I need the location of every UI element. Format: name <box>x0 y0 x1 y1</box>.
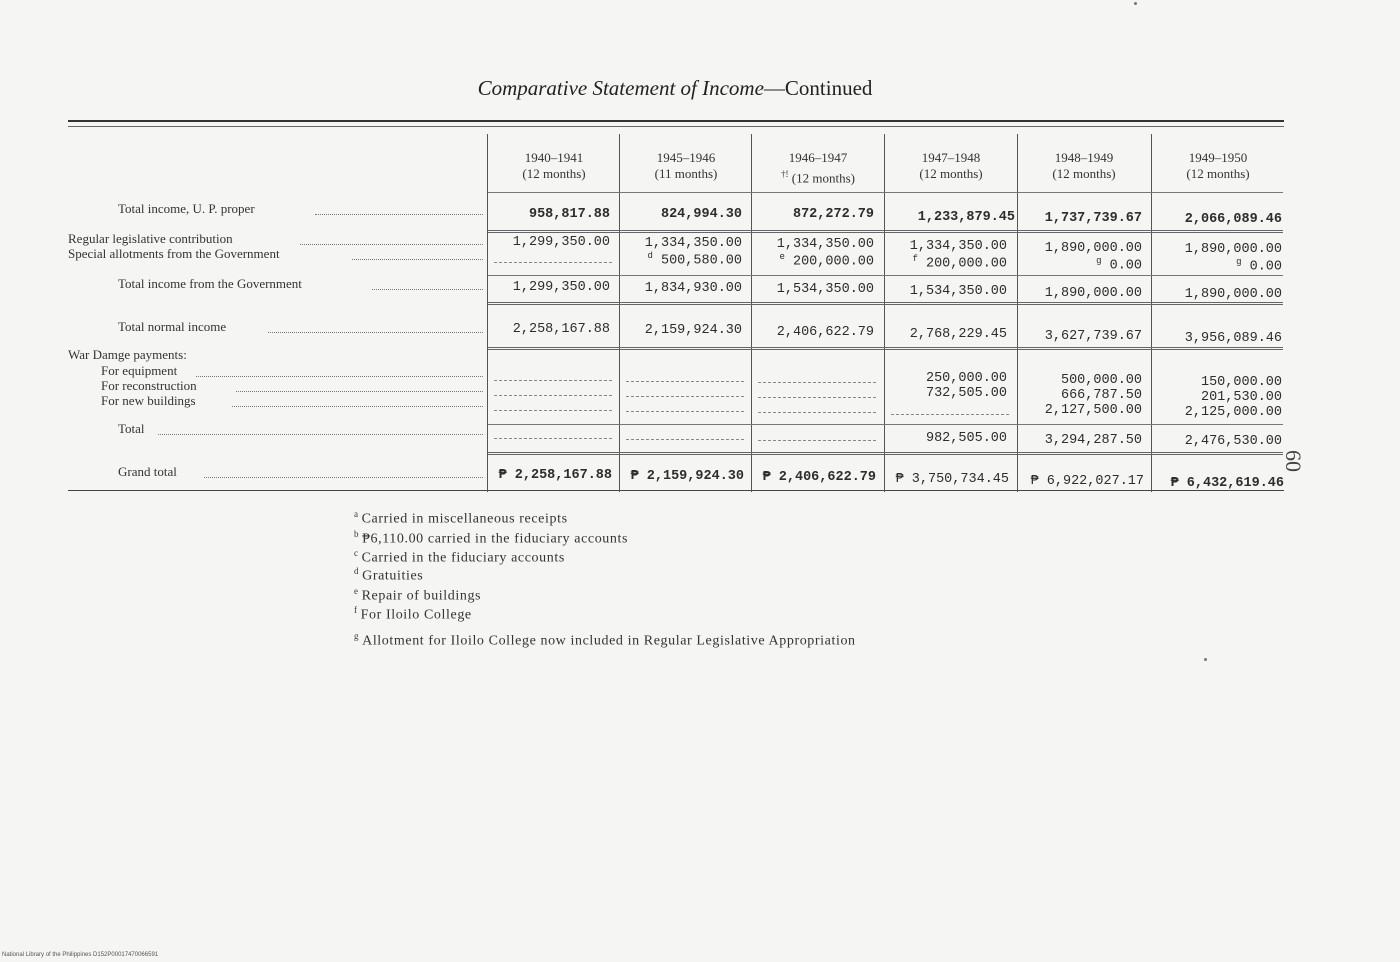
column-divider <box>751 134 752 492</box>
cell-total-income-up: 824,994.30 <box>660 207 742 222</box>
cell-total-income-up: 2,066,089.46 <box>1184 212 1282 227</box>
header-period: 1948–1949 <box>1054 150 1114 165</box>
header-period: 1949–1950 <box>1188 150 1248 165</box>
footnote-mark: f <box>354 605 358 615</box>
empty-cell-dashes <box>626 439 744 440</box>
footnote-mark: a <box>354 509 359 519</box>
header-span: (12 months) <box>1186 166 1250 181</box>
cell-grand-total: ₱ 2,406,622.79 <box>762 470 876 485</box>
footnote-mark: d <box>354 566 360 576</box>
footnote-mark: b <box>354 529 360 539</box>
header-span: (12 months) <box>1052 166 1116 181</box>
table-top-rule <box>68 120 1284 122</box>
row-label-total-normal: Total normal income <box>118 319 227 334</box>
cell-special-allotments <box>1018 256 1142 274</box>
leader-dots <box>268 332 483 333</box>
footnote-text: ₱6,110.00 carried in the fiduciary accounts <box>362 531 629 547</box>
cell-total-government: 1,299,350.00 <box>512 280 610 295</box>
cell-total-normal: 2,159,924.30 <box>644 323 742 338</box>
footnote <box>354 529 628 548</box>
footnote-mark: f <box>912 254 918 264</box>
cell-regular-legislative: 1,890,000.00 <box>1184 242 1282 257</box>
leader-dots <box>232 406 483 407</box>
footnote <box>354 566 423 585</box>
cell-total-war: 3,294,287.50 <box>1044 433 1142 448</box>
footnote-text: For Iloilo College <box>360 607 472 623</box>
column-header-1946 <box>752 150 884 186</box>
leader-dots <box>300 244 483 245</box>
cell-for-equipment: 150,000.00 <box>1200 375 1282 390</box>
header-span: (12 months) <box>791 170 855 186</box>
row-label-for-reconstruction: For reconstruction <box>101 378 197 393</box>
cell-for-new-buildings: 2,127,500.00 <box>1044 403 1142 418</box>
cell-grand-total: ₱ 3,750,734.45 <box>895 472 1009 487</box>
cell-value: 200,000.00 <box>925 256 1007 272</box>
title-suffix: —Continued <box>763 76 873 100</box>
cell-regular-legislative: 1,334,350.00 <box>909 239 1007 254</box>
cell-for-reconstruction: 666,787.50 <box>1060 388 1142 403</box>
cell-special-allotments <box>1152 257 1282 275</box>
page-number: 60 <box>1281 450 1306 472</box>
page-title <box>0 76 1350 101</box>
row-rule <box>488 302 1283 305</box>
column-header-1948 <box>1018 150 1150 182</box>
leader-dots <box>352 259 483 260</box>
cell-total-income-up: 872,272.79 <box>792 207 874 222</box>
cell-grand-total: ₱ 2,159,924.30 <box>630 469 744 484</box>
footnote-mark: c <box>354 548 359 558</box>
header-span: (11 months) <box>654 166 718 181</box>
column-header-1940 <box>488 150 620 182</box>
scan-footer: National Library of the Philippines D152P00017470066591 <box>2 952 159 958</box>
cell-grand-total: ₱ 6,922,027.17 <box>1030 474 1144 489</box>
cell-total-government: 1,534,350.00 <box>776 282 874 297</box>
leader-dots <box>315 214 483 215</box>
empty-cell-dashes <box>494 262 612 263</box>
empty-cell-dashes <box>758 440 876 441</box>
cell-special-allotments <box>752 252 874 270</box>
scan-speck <box>1204 658 1207 661</box>
header-period: 1946–1947 <box>788 150 848 165</box>
cell-total-war: 982,505.00 <box>925 431 1007 446</box>
column-header-1947 <box>885 150 1017 182</box>
row-label-total-government: Total income from the Government <box>118 276 302 291</box>
empty-cell-dashes <box>494 395 612 396</box>
cell-total-income-up: 1,233,879.45 <box>917 210 1015 225</box>
row-rule <box>488 424 1283 425</box>
cell-total-government: 1,890,000.00 <box>1044 286 1142 301</box>
footnote <box>354 631 856 650</box>
cell-value: 0.00 <box>1249 259 1282 275</box>
empty-cell-dashes <box>626 411 744 412</box>
cell-total-normal: 2,768,229.45 <box>909 327 1007 342</box>
column-divider <box>487 134 488 492</box>
empty-cell-dashes <box>891 414 1009 415</box>
row-rule <box>488 452 1283 455</box>
footnote-mark: g <box>354 631 360 641</box>
cell-regular-legislative: 1,334,350.00 <box>776 237 874 252</box>
footnote-mark: g <box>1096 256 1102 266</box>
title-italic: Comparative Statement of Income <box>477 76 764 100</box>
header-mark: †! <box>781 169 789 179</box>
cell-total-normal: 2,258,167.88 <box>512 322 610 337</box>
footnote-text: Gratuities <box>362 568 424 584</box>
cell-total-normal: 3,956,089.46 <box>1184 331 1282 346</box>
leader-dots <box>196 376 483 377</box>
row-label-war-damage: War Damge payments: <box>68 347 187 362</box>
cell-special-allotments <box>620 251 742 269</box>
footnote-mark: e <box>354 586 359 596</box>
leader-dots <box>158 434 483 435</box>
empty-cell-dashes <box>758 397 876 398</box>
cell-special-allotments <box>885 254 1007 272</box>
cell-total-war: 2,476,530.00 <box>1184 434 1282 449</box>
cell-for-new-buildings: 2,125,000.00 <box>1184 405 1282 420</box>
cell-value: 500,580.00 <box>660 253 742 269</box>
row-rule <box>488 347 1283 350</box>
cell-total-government: 1,534,350.00 <box>909 284 1007 299</box>
row-label-grand-total: Grand total <box>118 464 177 479</box>
footnote <box>354 548 565 567</box>
cell-for-equipment: 500,000.00 <box>1060 373 1142 388</box>
column-header-1949 <box>1152 150 1284 182</box>
leader-dots <box>372 289 483 290</box>
table-bottom-rule <box>68 490 1284 491</box>
footnote <box>354 586 481 605</box>
cell-regular-legislative: 1,299,350.00 <box>512 235 610 250</box>
column-header-1945 <box>620 150 752 182</box>
cell-grand-total: ₱ 6,432,619.46 <box>1170 476 1284 491</box>
footnote-mark: d <box>647 251 653 261</box>
footnote <box>354 605 472 624</box>
empty-cell-dashes <box>626 381 744 382</box>
cell-total-government: 1,834,930.00 <box>644 281 742 296</box>
empty-cell-dashes <box>494 438 612 439</box>
cell-for-reconstruction: 201,530.00 <box>1200 390 1282 405</box>
footnote-text: Repair of buildings <box>361 588 482 604</box>
cell-grand-total: ₱ 2,258,167.88 <box>498 468 612 483</box>
empty-cell-dashes <box>758 382 876 383</box>
empty-cell-dashes <box>494 380 612 381</box>
scan-speck <box>1134 2 1137 5</box>
footnote-mark: e <box>779 252 785 262</box>
cell-total-normal: 3,627,739.67 <box>1044 329 1142 344</box>
cell-regular-legislative: 1,890,000.00 <box>1044 241 1142 256</box>
header-rule <box>488 192 1283 193</box>
cell-for-equipment: 250,000.00 <box>925 371 1007 386</box>
cell-value: 0.00 <box>1109 258 1142 274</box>
cell-total-normal: 2,406,622.79 <box>776 325 874 340</box>
header-span: (12 months) <box>522 166 586 181</box>
empty-cell-dashes <box>626 396 744 397</box>
leader-dots <box>236 391 483 392</box>
column-divider <box>619 134 620 492</box>
table-top-rule-thin <box>68 126 1284 127</box>
row-label-special-allotments: Special allotments from the Government <box>68 246 280 261</box>
row-rule <box>488 275 1283 276</box>
leader-dots <box>204 477 483 478</box>
footnote-text: Carried in the fiduciary accounts <box>361 550 565 566</box>
cell-total-income-up: 1,737,739.67 <box>1044 211 1142 226</box>
empty-cell-dashes <box>758 412 876 413</box>
cell-total-income-up: 958,817.88 <box>528 207 610 222</box>
header-period: 1947–1948 <box>921 150 981 165</box>
cell-regular-legislative: 1,334,350.00 <box>644 236 742 251</box>
row-label-for-equipment: For equipment <box>101 363 178 378</box>
empty-cell-dashes <box>494 410 612 411</box>
row-label-for-new-buildings: For new buildings <box>101 393 196 408</box>
row-label-total-war: Total <box>118 421 145 436</box>
footnote <box>354 509 568 528</box>
header-period: 1940–1941 <box>524 150 584 165</box>
header-period: 1945–1946 <box>656 150 716 165</box>
cell-for-reconstruction: 732,505.00 <box>925 386 1007 401</box>
row-label-total-income-up: Total income, U. P. proper <box>118 201 255 216</box>
cell-value: 200,000.00 <box>792 254 874 270</box>
header-span: (12 months) <box>919 166 983 181</box>
row-label-regular-legislative: Regular legislative contribution <box>68 231 233 246</box>
footnote-text: Carried in miscellaneous receipts <box>361 511 568 527</box>
row-rule <box>488 230 1283 233</box>
footnote-mark: g <box>1236 257 1242 267</box>
cell-total-government: 1,890,000.00 <box>1184 287 1282 302</box>
footnote-text: Allotment for Iloilo College now included in Regular Legislative Appropriation <box>362 633 856 649</box>
